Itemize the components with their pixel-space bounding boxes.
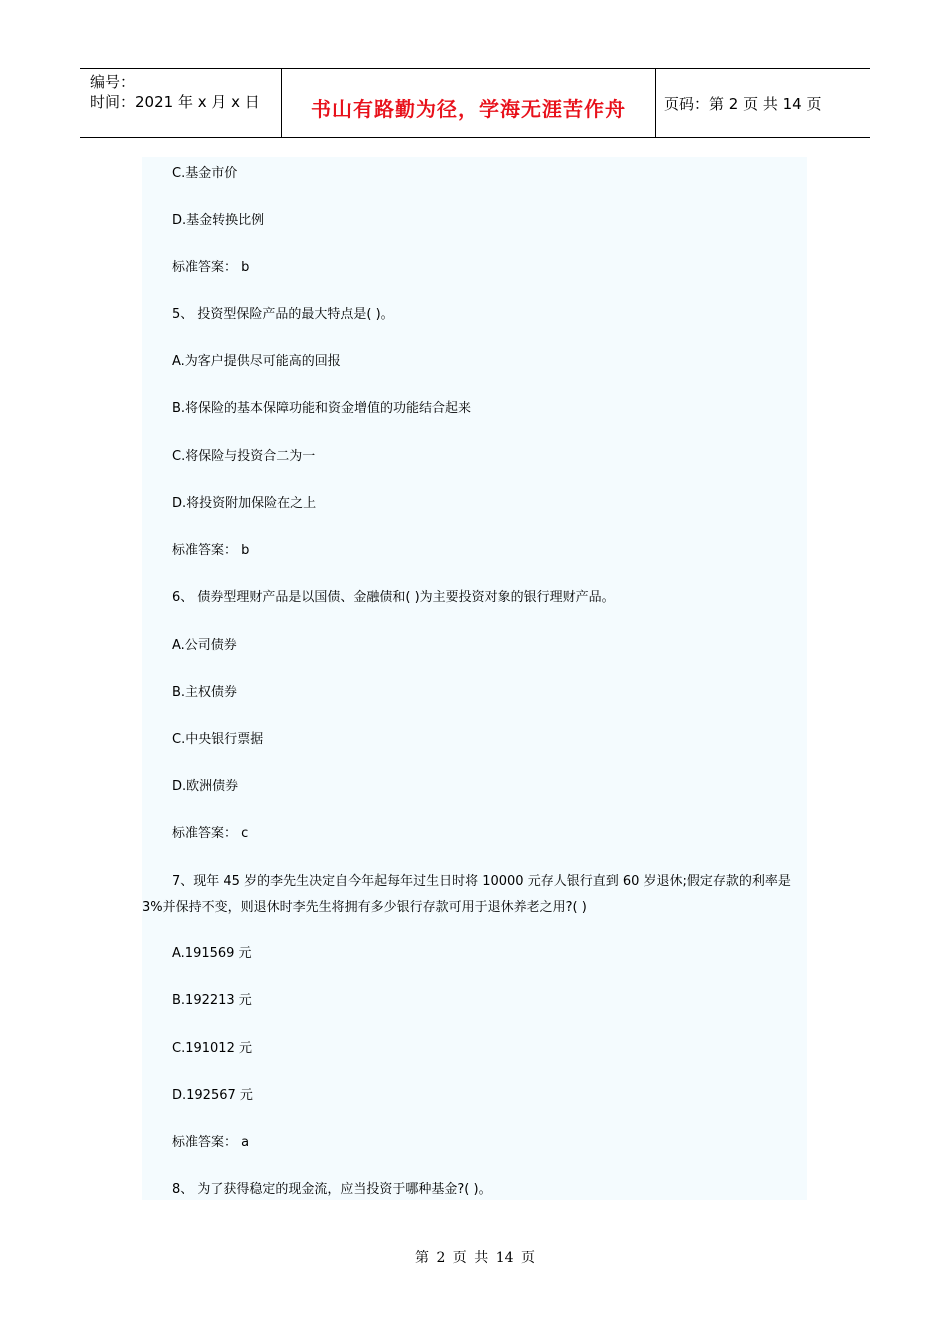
header-meta-cell — [80, 69, 280, 137]
option-line: D.欧洲债券 — [172, 779, 239, 794]
header-page-number: 页码：第 2 页 共 14 页 — [664, 95, 822, 113]
header-page-cell — [655, 69, 870, 137]
option-line: A.191569 元 — [172, 946, 252, 961]
option-line: D.192567 元 — [172, 1088, 253, 1103]
option-line: D.将投资附加保险在之上 — [172, 496, 317, 511]
question-line: 5、 投资型保险产品的最大特点是( )。 — [172, 307, 394, 322]
option-line: C.基金市价 — [172, 166, 238, 181]
option-line: A.为客户提供尽可能高的回报 — [172, 354, 341, 369]
answer-line: 标准答案： b — [172, 543, 250, 558]
option-line: C.中央银行票据 — [172, 732, 264, 747]
option-line: A.公司债券 — [172, 638, 237, 653]
option-line: D.基金转换比例 — [172, 213, 265, 228]
option-line: B.192213 元 — [172, 993, 252, 1008]
document-code-label: 编号： — [90, 73, 136, 91]
answer-line: 标准答案： b — [172, 260, 250, 275]
answer-line: 标准答案： c — [172, 826, 249, 841]
header-motto-cell — [281, 69, 656, 137]
option-line: B.将保险的基本保障功能和资金增值的功能结合起来 — [172, 401, 472, 416]
option-line: C.191012 元 — [172, 1041, 252, 1056]
question-line: 6、 债券型理财产品是以国债、金融债和( )为主要投资对象的银行理财产品。 — [172, 590, 615, 605]
question-line-continued: 3%并保持不变，则退休时李先生将拥有多少银行存款可用于退休养老之用?( ) — [142, 900, 587, 915]
document-date: 时间：2021 年 x 月 x 日 — [90, 93, 260, 111]
option-line: B.主权债券 — [172, 685, 238, 700]
header-motto: 书山有路勤为径，学海无涯苦作舟 — [311, 97, 626, 121]
option-line: C.将保险与投资合二为一 — [172, 449, 316, 464]
question-line: 8、 为了获得稳定的现金流，应当投资于哪种基金?( )。 — [172, 1182, 492, 1197]
page-footer: 第 2 页 共 14 页 — [415, 1250, 535, 1266]
question-content — [142, 157, 807, 1200]
question-line: 7、现年 45 岁的李先生决定自今年起每年过生日时将 10000 元存人银行直到 60 岁退休;假定存款的利率是 — [172, 874, 791, 889]
page-header — [80, 68, 870, 138]
answer-line: 标准答案： a — [172, 1135, 250, 1150]
